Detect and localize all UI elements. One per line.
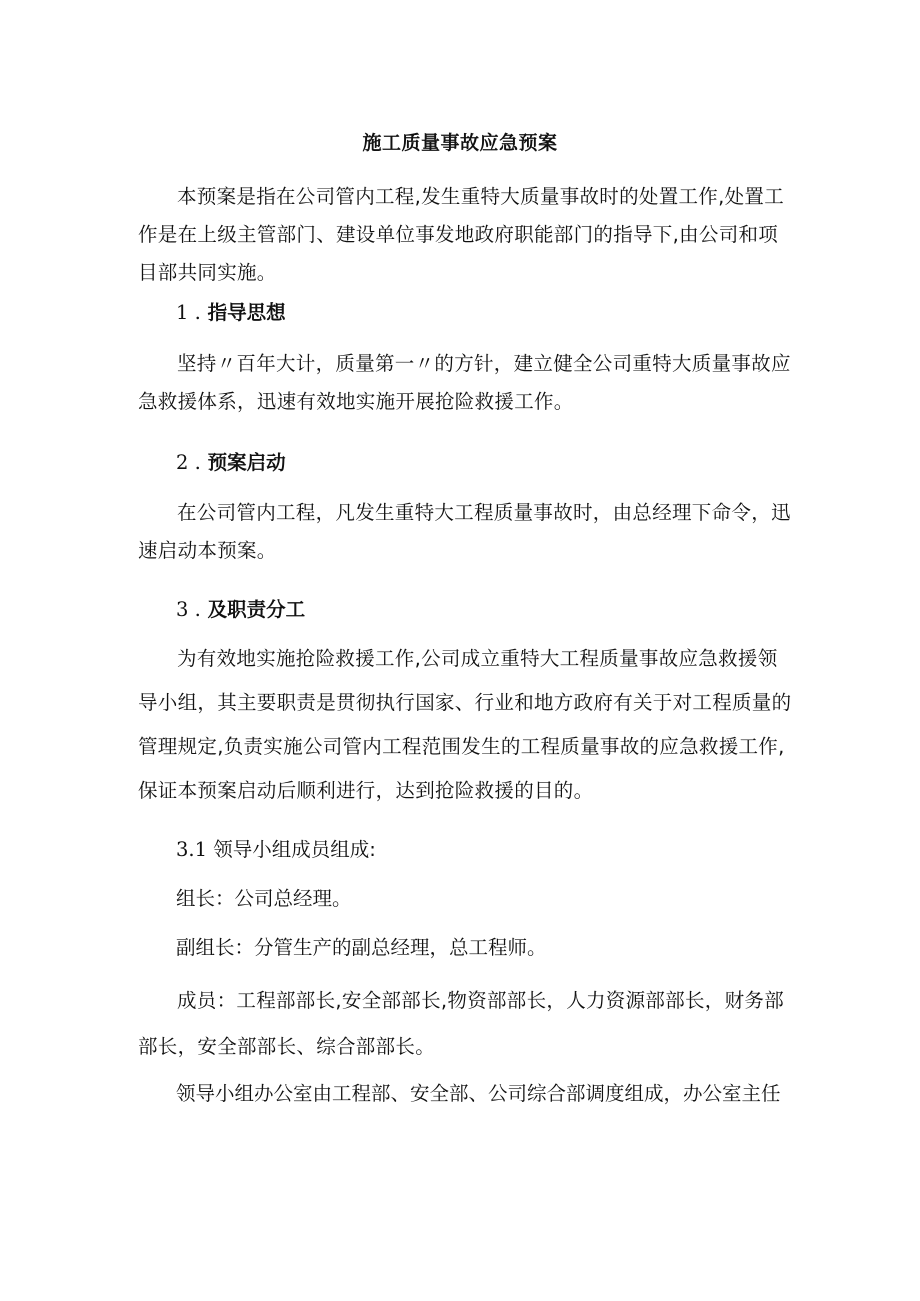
subsection-number: 3.1 bbox=[176, 838, 208, 861]
section-2-paragraph bbox=[138, 494, 798, 570]
office-line: 领导小组办公室由工程部、安全部、公司综合部调度组成，办公室主任 bbox=[176, 1082, 781, 1105]
section-title: 及职责分工 bbox=[207, 598, 306, 621]
intro-paragraph bbox=[138, 178, 798, 292]
section-number: 2 . bbox=[176, 451, 201, 474]
section-heading-1 bbox=[176, 294, 286, 332]
leader-line: 组长：公司总经理。 bbox=[176, 887, 352, 910]
paragraph-line: 在公司管内工程，凡发生重特大工程质量事故时，由总经理下命令，迅 bbox=[177, 501, 791, 524]
deputy-leader-line: 副组长：分管生产的副总经理，总工程师。 bbox=[176, 936, 547, 959]
paragraph-line: 急救援体系，迅速有效地实施开展抢险救援工作。 bbox=[138, 390, 574, 413]
section-number: 1 . bbox=[176, 301, 201, 324]
section-title: 指导思想 bbox=[207, 301, 286, 324]
section-title: 预案启动 bbox=[207, 451, 286, 474]
section-heading-3 bbox=[176, 591, 305, 629]
subsection-text: 领导小组成员组成: bbox=[213, 838, 376, 861]
members-paragraph bbox=[138, 978, 798, 1070]
paragraph-line: 部长，安全部部长、综合部部长。 bbox=[138, 1035, 436, 1058]
paragraph-line: 导小组，其主要职责是贯彻执行国家、行业和地方政府有关于对工程质量的 bbox=[138, 691, 792, 714]
paragraph-line: 管理规定,负责实施公司管内工程范围发生的工程质量事故的应急救援工作, bbox=[138, 735, 785, 758]
paragraph-line: 成员：工程部部长,安全部部长,物资部部长，人力资源部部长，财务部 bbox=[177, 989, 784, 1012]
section-1-paragraph bbox=[138, 345, 798, 421]
paragraph-line: 速启动本预案。 bbox=[138, 539, 277, 562]
section-heading-2 bbox=[176, 444, 286, 482]
paragraph-line: 坚持〃百年大计，质量第一〃的方针，建立健全公司重特大质量事故应 bbox=[177, 352, 791, 375]
paragraph-line: 本预案是指在公司管内工程,发生重特大质量事故时的处置工作,处置工 bbox=[177, 185, 784, 208]
paragraph-line: 作是在上级主管部门、建设单位事发地政府职能部门的指导下,由公司和项 bbox=[138, 223, 779, 246]
section-number: 3 . bbox=[176, 598, 201, 621]
paragraph-line: 为有效地实施抢险救援工作,公司成立重特大工程质量事故应急救援领 bbox=[177, 647, 778, 670]
document-title: 施工质量事故应急预案 bbox=[362, 132, 558, 154]
section-3-paragraph bbox=[138, 637, 798, 813]
paragraph-line: 目部共同实施。 bbox=[138, 261, 277, 284]
subsection-3-1 bbox=[176, 831, 376, 869]
paragraph-line: 保证本预案启动后顺利进行，达到抢险救援的目的。 bbox=[138, 779, 594, 802]
